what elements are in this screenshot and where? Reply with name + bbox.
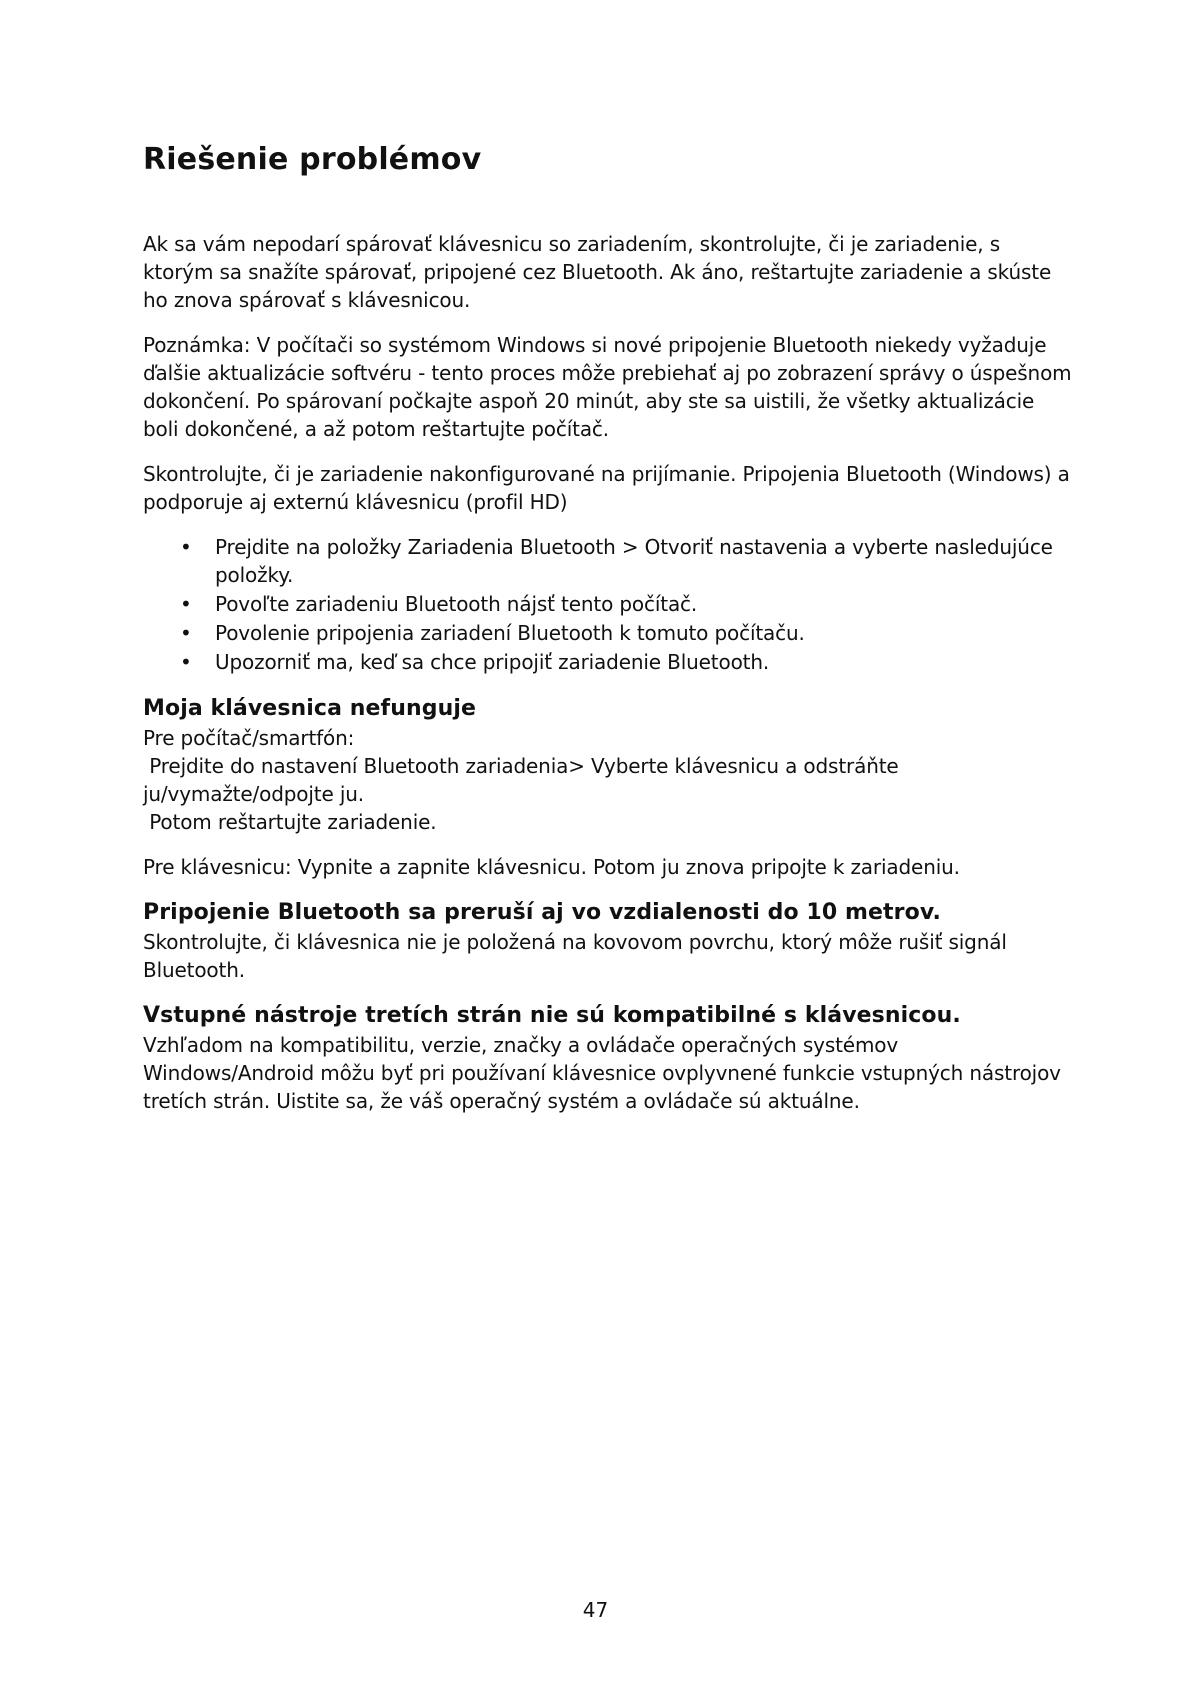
page-title: Riešenie problémov xyxy=(143,142,482,177)
section-heading-third-party-tools: Vstupné nástroje tretích strán nie sú kompatibilné s klávesnicou. xyxy=(143,1003,961,1028)
config-paragraph: Skontrolujte, či je zariadenie nakonfigurované na prijímanie. Pripojenia Bluetooth (Windows) a podporuje aj externú klávesnicu (profil HD) xyxy=(143,462,1070,514)
list-item-text: Upozorniť ma, keď sa chce pripojiť zariadenie Bluetooth. xyxy=(215,650,770,674)
section-heading-keyboard-not-working: Moja klávesnica nefunguje xyxy=(143,696,477,721)
bullet-icon: • xyxy=(180,621,192,645)
section1-line-3: Potom reštartujte zariadenie. xyxy=(143,810,437,834)
page-number: 47 xyxy=(582,1598,609,1622)
bullet-icon: • xyxy=(180,592,192,616)
section1-line-1: Pre počítač/smartfón: xyxy=(143,726,355,750)
bullet-icon: • xyxy=(180,650,192,674)
section1-line-2: Prejdite do nastavení Bluetooth zariadenia> Vyberte klávesnicu a odstráňte ju/vymažte/odpojte ju. xyxy=(143,754,905,806)
section2-paragraph: Skontrolujte, či klávesnica nie je položená na kovovom povrchu, ktorý môže rušiť signál Bluetooth. xyxy=(143,930,1007,982)
list-item-text: Povolenie pripojenia zariadení Bluetooth k tomuto počítaču. xyxy=(215,621,805,645)
list-item xyxy=(143,590,1073,618)
page-content xyxy=(143,140,1073,1132)
list-item-text: Prejdite na položky Zariadenia Bluetooth > Otvoriť nastavenia a vyberte nasledujúce položky. xyxy=(215,535,1053,587)
settings-list xyxy=(143,533,1073,676)
section-heading-bluetooth-disconnect: Pripojenie Bluetooth sa preruší aj vo vzdialenosti do 10 metrov. xyxy=(143,900,941,925)
intro-paragraph-1: Ak sa vám nepodarí spárovať klávesnicu so zariadením, skontrolujte, či je zariadenie, s ktorým sa snažíte spárovať, pripojené cez Bluetooth. Ak áno, reštartujte zariadenie a skúste ho znova spárovať s klávesnicou. xyxy=(143,232,1052,312)
section1-paragraph: Pre klávesnicu: Vypnite a zapnite klávesnicu. Potom ju znova pripojte k zariadeniu. xyxy=(143,855,960,879)
list-item xyxy=(143,533,1073,589)
note-paragraph: Poznámka: V počítači so systémom Windows si nové pripojenie Bluetooth niekedy vyžaduje ďalšie aktualizácie softvéru - tento proces môže prebiehať aj po zobrazení správy o úspešnom dokončení. Po spárovaní počkajte aspoň 20 minút, aby ste sa uistili, že všetky aktualizácie boli dokončené, a až potom reštartujte počítač. xyxy=(143,333,1072,441)
list-item xyxy=(143,648,1073,676)
section3-paragraph: Vzhľadom na kompatibilitu, verzie, značky a ovládače operačných systémov Windows/Android môžu byť pri používaní klávesnice ovplyvnené funkcie vstupných nástrojov tretích strán. Uistite sa, že váš operačný systém a ovládače sú aktuálne. xyxy=(143,1033,1061,1113)
bullet-icon: • xyxy=(180,535,192,559)
list-item-text: Povoľte zariadeniu Bluetooth nájsť tento počítač. xyxy=(215,592,698,616)
list-item xyxy=(143,619,1073,647)
